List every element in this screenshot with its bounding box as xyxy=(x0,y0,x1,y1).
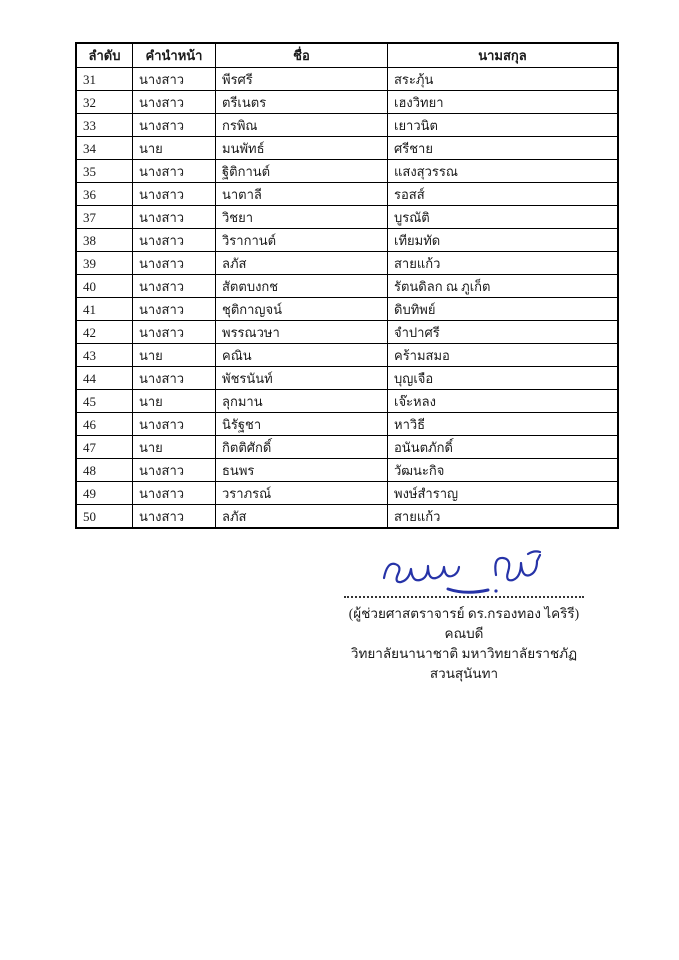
cell-last-name: ดิบทิพย์ xyxy=(388,298,619,321)
cell-last-name: สายแก้ว xyxy=(388,252,619,275)
cell-last-name: บุญเจือ xyxy=(388,367,619,390)
cell-number: 47 xyxy=(76,436,133,459)
cell-number: 44 xyxy=(76,367,133,390)
cell-first-name: วราภรณ์ xyxy=(216,482,388,505)
cell-first-name: สัตตบงกช xyxy=(216,275,388,298)
cell-last-name: หาวิธี xyxy=(388,413,619,436)
cell-title: นางสาว xyxy=(133,321,216,344)
table-row xyxy=(76,114,618,137)
cell-title: นางสาว xyxy=(133,91,216,114)
table-row xyxy=(76,459,618,482)
cell-title: นางสาว xyxy=(133,275,216,298)
table-row xyxy=(76,505,618,529)
cell-last-name: เทียมทัด xyxy=(388,229,619,252)
header-row xyxy=(76,43,618,68)
cell-title: นางสาว xyxy=(133,206,216,229)
cell-number: 33 xyxy=(76,114,133,137)
cell-first-name: ชุติกาญจน์ xyxy=(216,298,388,321)
cell-title: นางสาว xyxy=(133,114,216,137)
table-row xyxy=(76,183,618,206)
cell-last-name: เฮงวิทยา xyxy=(388,91,619,114)
cell-number: 40 xyxy=(76,275,133,298)
cell-number: 43 xyxy=(76,344,133,367)
cell-first-name: วิรากานต์ xyxy=(216,229,388,252)
cell-number: 50 xyxy=(76,505,133,529)
cell-last-name: แสงสุวรรณ xyxy=(388,160,619,183)
cell-number: 32 xyxy=(76,91,133,114)
table-row xyxy=(76,91,618,114)
cell-last-name: สระภุ้น xyxy=(388,68,619,91)
signature-ink-icon xyxy=(378,548,558,596)
cell-first-name: ลภัส xyxy=(216,252,388,275)
cell-title: นาย xyxy=(133,137,216,160)
cell-number: 46 xyxy=(76,413,133,436)
cell-title: นางสาว xyxy=(133,252,216,275)
table-row xyxy=(76,413,618,436)
cell-last-name: จำปาศรี xyxy=(388,321,619,344)
cell-first-name: ฐิติกานต์ xyxy=(216,160,388,183)
cell-first-name: พัชรนันท์ xyxy=(216,367,388,390)
header-cell-last-name: นามสกุล xyxy=(388,43,619,68)
table-row xyxy=(76,160,618,183)
cell-first-name: ธนพร xyxy=(216,459,388,482)
cell-title: นาย xyxy=(133,344,216,367)
signer-org-line: วิทยาลัยนานาชาติ มหาวิทยาลัยราชภัฏสวนสุนันทา xyxy=(350,646,578,681)
cell-number: 36 xyxy=(76,183,133,206)
cell-first-name: ลุกมาน xyxy=(216,390,388,413)
cell-number: 42 xyxy=(76,321,133,344)
signature-dotted-line xyxy=(344,596,584,598)
table-row xyxy=(76,482,618,505)
cell-number: 49 xyxy=(76,482,133,505)
cell-first-name: นาตาลี xyxy=(216,183,388,206)
cell-last-name: อนันตภักดิ์ xyxy=(388,436,619,459)
cell-last-name: คร้ามสมอ xyxy=(388,344,619,367)
signature-block xyxy=(330,548,598,684)
cell-first-name: พีรศรี xyxy=(216,68,388,91)
cell-number: 48 xyxy=(76,459,133,482)
cell-title: นางสาว xyxy=(133,459,216,482)
cell-number: 45 xyxy=(76,390,133,413)
cell-title: นางสาว xyxy=(133,367,216,390)
table-row xyxy=(76,321,618,344)
cell-last-name: บูรณัติ xyxy=(388,206,619,229)
cell-first-name: วิชยา xyxy=(216,206,388,229)
cell-first-name: มนพัทธ์ xyxy=(216,137,388,160)
cell-first-name: ตรีเนตร xyxy=(216,91,388,114)
table-row xyxy=(76,229,618,252)
cell-last-name: รัตนดิลก ณ ภูเก็ต xyxy=(388,275,619,298)
name-roster-table xyxy=(75,42,619,529)
table-row xyxy=(76,344,618,367)
cell-first-name: ลภัส xyxy=(216,505,388,529)
cell-number: 39 xyxy=(76,252,133,275)
cell-title: นางสาว xyxy=(133,229,216,252)
cell-number: 37 xyxy=(76,206,133,229)
table-row xyxy=(76,206,618,229)
cell-title: นาย xyxy=(133,390,216,413)
cell-first-name: นิรัฐชา xyxy=(216,413,388,436)
cell-first-name: กิตติศักดิ์ xyxy=(216,436,388,459)
table-row xyxy=(76,137,618,160)
cell-title: นางสาว xyxy=(133,505,216,529)
cell-first-name: กรพิณ xyxy=(216,114,388,137)
cell-title: นางสาว xyxy=(133,413,216,436)
cell-number: 31 xyxy=(76,68,133,91)
table-row xyxy=(76,298,618,321)
table-row xyxy=(76,275,618,298)
cell-last-name: สายแก้ว xyxy=(388,505,619,529)
cell-last-name: เจ๊ะหลง xyxy=(388,390,619,413)
cell-number: 35 xyxy=(76,160,133,183)
handwritten-signature xyxy=(330,548,598,596)
header-cell-first-name: ชื่อ xyxy=(216,43,388,68)
header-cell-title: คำนำหน้า xyxy=(133,43,216,68)
cell-title: นางสาว xyxy=(133,298,216,321)
cell-title: นางสาว xyxy=(133,68,216,91)
signer-title-line: คณบดี xyxy=(444,626,484,641)
table-row xyxy=(76,436,618,459)
cell-last-name: วัฒนะกิจ xyxy=(388,459,619,482)
table-row xyxy=(76,68,618,91)
cell-title: นางสาว xyxy=(133,160,216,183)
table-header xyxy=(76,43,618,68)
cell-title: นางสาว xyxy=(133,482,216,505)
cell-number: 41 xyxy=(76,298,133,321)
header-cell-number: ลำดับ xyxy=(76,43,133,68)
cell-first-name: คณิน xyxy=(216,344,388,367)
table-row xyxy=(76,252,618,275)
signer-name-line: (ผู้ช่วยศาสตราจารย์ ดร.กรองทอง ไคริรี) xyxy=(348,606,580,621)
cell-title: นาย xyxy=(133,436,216,459)
table-body xyxy=(76,68,618,529)
cell-last-name: พงษ์สำราญ xyxy=(388,482,619,505)
cell-last-name: ศรีชาย xyxy=(388,137,619,160)
cell-last-name: รอสส์ xyxy=(388,183,619,206)
cell-first-name: พรรณวษา xyxy=(216,321,388,344)
cell-number: 34 xyxy=(76,137,133,160)
cell-title: นางสาว xyxy=(133,183,216,206)
table-row xyxy=(76,367,618,390)
cell-last-name: เยาวนิต xyxy=(388,114,619,137)
table-row xyxy=(76,390,618,413)
cell-number: 38 xyxy=(76,229,133,252)
